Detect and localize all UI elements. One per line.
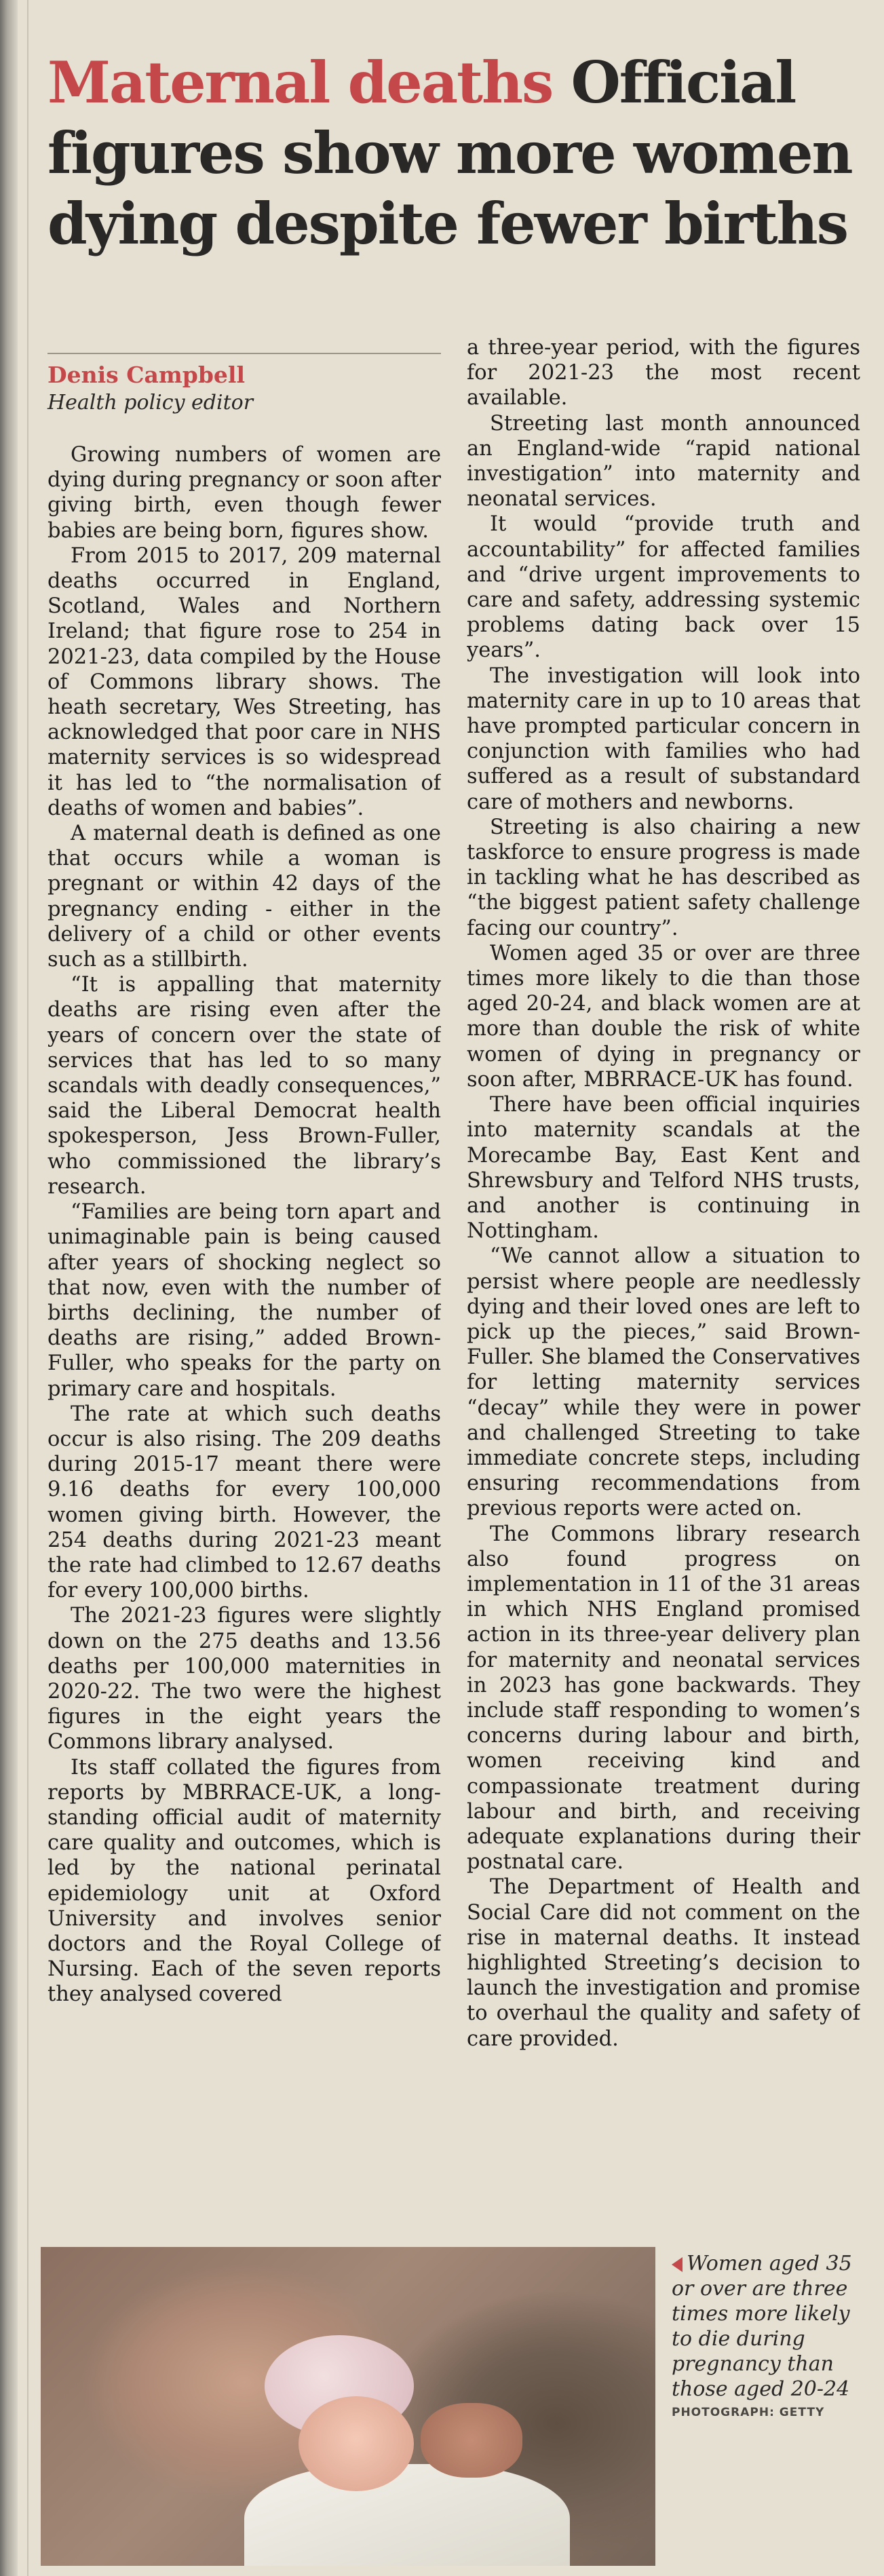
paragraph: The Commons library research also found progress on implementation in 11 of the 31 areas in which NHS England promised action in its three-year delivery plan for maternity and neonatal services in 2023 has gone backwards. They include staff responding to women’s concerns during labour and birth, women receiving kind and compassionate treatment during labour and birth, and receiving adequate explanations during their postnatal care.	[467, 1522, 860, 1875]
caption-pointer-icon	[672, 2257, 683, 2272]
photo-credit: PHOTOGRAPH: GETTY	[672, 2406, 825, 2419]
headline	[47, 47, 862, 259]
byline-role: Health policy editor	[47, 391, 254, 415]
article-column-left	[47, 442, 441, 2233]
paragraph: A maternal death is defined as one that occurs while a woman is pregnant or within 42 days of the pregnancy ending - either in the delivery of a child or other events such as a stillbirth.	[47, 822, 441, 972]
headline-kicker: Maternal deaths	[47, 49, 553, 116]
paragraph: “It is appalling that maternity deaths are rising even after the years of concern over the state of services that has led to so many scandals with deadly consequences,” said the Liberal Democrat health spokesperson, Jess Brown-Fuller, who commissioned the library’s research.	[47, 973, 441, 1199]
photo-baby-face	[299, 2396, 414, 2491]
paragraph: “We cannot allow a situation to persist where people are needlessly dying and their loved ones are left to pick up the pieces,” said Brown-Fuller. She blamed the Conservatives for letting maternity services “decay” while they were in power and challenged Streeting to take immediate concrete steps, including ensuring recommendations from previous reports were acted on.	[467, 1244, 860, 1521]
page-edge-shadow	[0, 0, 18, 2576]
photo-caption	[672, 2251, 868, 2419]
paragraph: “Families are being torn apart and unimaginable pain is being caused after years of shocking neglect so that now, even with the number of births declining, the number of deaths are rising,” added Brown-Fuller, who speaks for the party on primary care and hospitals.	[47, 1200, 441, 1401]
paragraph: The rate at which such deaths occur is also rising. The 209 deaths during 2015-17 meant there were 9.16 deaths for every 100,000 women giving birth. However, the 254 deaths during 2021-23 meant the rate had climbed to 12.67 deaths for every 100,000 births.	[47, 1402, 441, 1603]
caption-text: Women aged 35 or over are three times more likely to die during pregnancy than those aged 20-24	[672, 2252, 852, 2401]
paragraph: Its staff collated the figures from reports by MBRRACE-UK, a long-standing official audit of maternity care quality and outcomes, which is led by the national perinatal epidemiology unit at Oxford University and involves senior doctors and the Royal College of Nursing. Each of the seven reports they analysed covered	[47, 1755, 441, 2007]
byline-rule	[47, 353, 441, 354]
paragraph: Women aged 35 or over are three times more likely to die than those aged 20-24, and black women are at more than double the risk of white women of dying in pregnancy or soon after, MBRRACE-UK has found.	[467, 941, 860, 1092]
paragraph: The investigation will look into maternity care in up to 10 areas that have prompted particular concern in conjunction with families who had suffered as a result of substandard care of mothers and newborns.	[467, 664, 860, 814]
paragraph: Growing numbers of women are dying during pregnancy or soon after giving birth, even though fewer babies are being born, figures show.	[47, 443, 441, 543]
paragraph: Streeting last month announced an England-wide “rapid national investigation” into maternity and neonatal services.	[467, 411, 860, 512]
headline-text: Official figures show more women dying despite fewer births	[47, 49, 852, 257]
column-rule	[27, 0, 28, 2576]
byline-author: Denis Campbell	[47, 362, 245, 388]
newborn-photo	[41, 2247, 655, 2566]
paragraph: It would “provide truth and accountability” for affected families and “drive urgent improvements to care and safety, addressing systemic problems dating back over 15 years”.	[467, 512, 860, 663]
article-column-right	[467, 335, 860, 2235]
paragraph: From 2015 to 2017, 209 maternal deaths occurred in England, Scotland, Wales and Northern Ireland; that figure rose to 254 in 2021-23, data compiled by the House of Commons library shows. The heath secretary, Wes Streeting, has acknowledged that poor care in NHS maternity services is so widespread it has led to “the normalisation of deaths of women and babies”.	[47, 543, 441, 820]
photo-blanket	[244, 2464, 570, 2566]
paragraph: The Department of Health and Social Care did not comment on the rise in maternal deaths. It instead highlighted Streeting’s decision to launch the investigation and promise to overhaul the quality and safety of care provided.	[467, 1875, 860, 2051]
paragraph: The 2021-23 figures were slightly down on the 275 deaths and 13.56 deaths per 100,000 maternities in 2020-22. The two were the highest figures in the eight years the Commons library analysed.	[47, 1604, 441, 1754]
paragraph: Streeting is also chairing a new taskforce to ensure progress is made in tackling what he has described as “the biggest patient safety challenge facing our country”.	[467, 815, 860, 940]
paragraph: a three-year period, with the figures for 2021-23 the most recent available.	[467, 336, 860, 410]
paragraph: There have been official inquiries into maternity scandals at the Morecambe Bay, East Kent and Shrewsbury and Telford NHS trusts, and another is continuing in Nottingham.	[467, 1093, 860, 1244]
photo-parent-hand	[421, 2403, 522, 2478]
